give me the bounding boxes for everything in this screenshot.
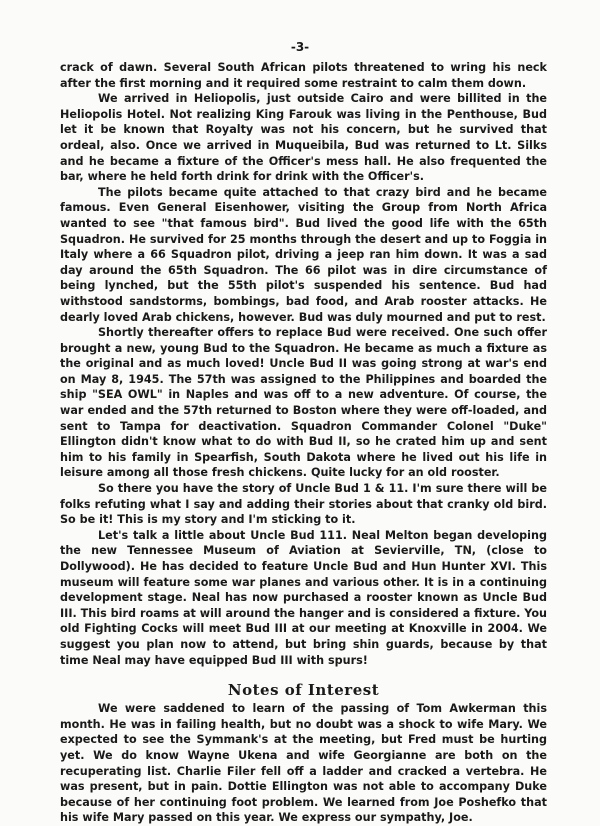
article-body — [60, 60, 547, 826]
section-heading: Notes of Interest — [227, 681, 380, 700]
paragraph: Let's talk a little about Uncle Bud 111. Neal Melton began developing the new Tennessee Museum of Aviation at Sevierville, TN, (close to Dollywood). He has decided to feature Uncle Bud and Hun Hunter XVI. This museum will feature some war planes and various other. It is in a continuing development stage. Neal has now purchased a rooster known as Uncle Bud III. This bird roams at will around the hanger and is considered a fixture. You old Fighting Cocks will meet Bud III at our meeting at Knoxville in 2004. We suggest you plan now to attend, but bring shin guards, because by that time Neal may have equipped Bud III with spurs! — [60, 528, 547, 667]
paragraph: The pilots became quite attached to that crazy bird and he became famous. Even General Eisenhower, visiting the Group from North Africa wanted to see "that famous bird". Bud lived the good life with the 65th Squadron. He survived for 25 months through the desert and up to Foggia in Italy where a 66 Squadron pilot, driving a jeep ran him down. It was a sad day around the 65th Squadron. The 66 pilot was in dire circumstance of being lynched, but the 55th pilot's suspended his sentence. Bud had withstood sandstorms, bombings, bad food, and Arab rooster attacks. He dearly loved Arab chickens, however. Bud was duly mourned and put to rest. — [60, 185, 547, 324]
paragraph: Shortly thereafter offers to replace Bud were received. One such offer brought a new, young Bud to the Squadron. He became as much a fixture as the original and as much loved! Uncle Bud II was going strong at war's end on May 8, 1945. The 57th was assigned to the Philippines and boarded the ship "SEA OWL" in Naples and was off to a new adventure. Of course, the war ended and the 57th returned to Boston where they were off-loaded, and sent to Tampa for deactivation. Squadron Commander Colonel "Duke" Ellington didn't know what to do with Bud II, so he crated him up and sent him to his family in Spearfish, South Dakota where he lived out his life in leisure among all those fresh chickens. Quite lucky for an old rooster. — [60, 326, 547, 480]
page-number: -3- — [290, 40, 310, 54]
paragraph: So there you have the story of Uncle Bud 1 & 11. I'm sure there will be folks refuting what I say and adding their stories about that cranky old bird. So be it! This is my story and I'm sticking to it. — [60, 482, 547, 527]
paragraph: We were saddened to learn of the passing of Tom Awkerman this month. He was in failing health, but no doubt was a shock to wife Mary. We expected to see the Symmank's at the meeting, but Fred must be hurting yet. We do know Wayne Ukena and wife Georgianne are both on the recuperating list. Charlie Filer fell off a ladder and cracked a vertebra. He was present, but in pain. Dottie Ellington was not able to accompany Duke because of her continuing foot problem. We learned from Joe Poshefko that his wife Mary passed on this year. We express our sympathy, Joe. — [60, 702, 547, 825]
paragraph: crack of dawn. Several South African pilots threatened to wring his neck after the first morning and it required some restraint to calm them down. — [60, 61, 547, 90]
paragraph: We arrived in Heliopolis, just outside Cairo and were billited in the Heliopolis Hotel. Not realizing King Farouk was living in the Penthouse, Bud let it be known that Royalty was not his concern, but he survived that ordeal, also. Once we arrived in Muqueibila, Bud was returned to Lt. Silks and he became a fixture of the Officer's mess hall. He also frequented the bar, where he held forth drink for drink with the Officer's. — [60, 92, 547, 184]
story-section — [60, 60, 547, 668]
notes-section — [60, 701, 547, 826]
